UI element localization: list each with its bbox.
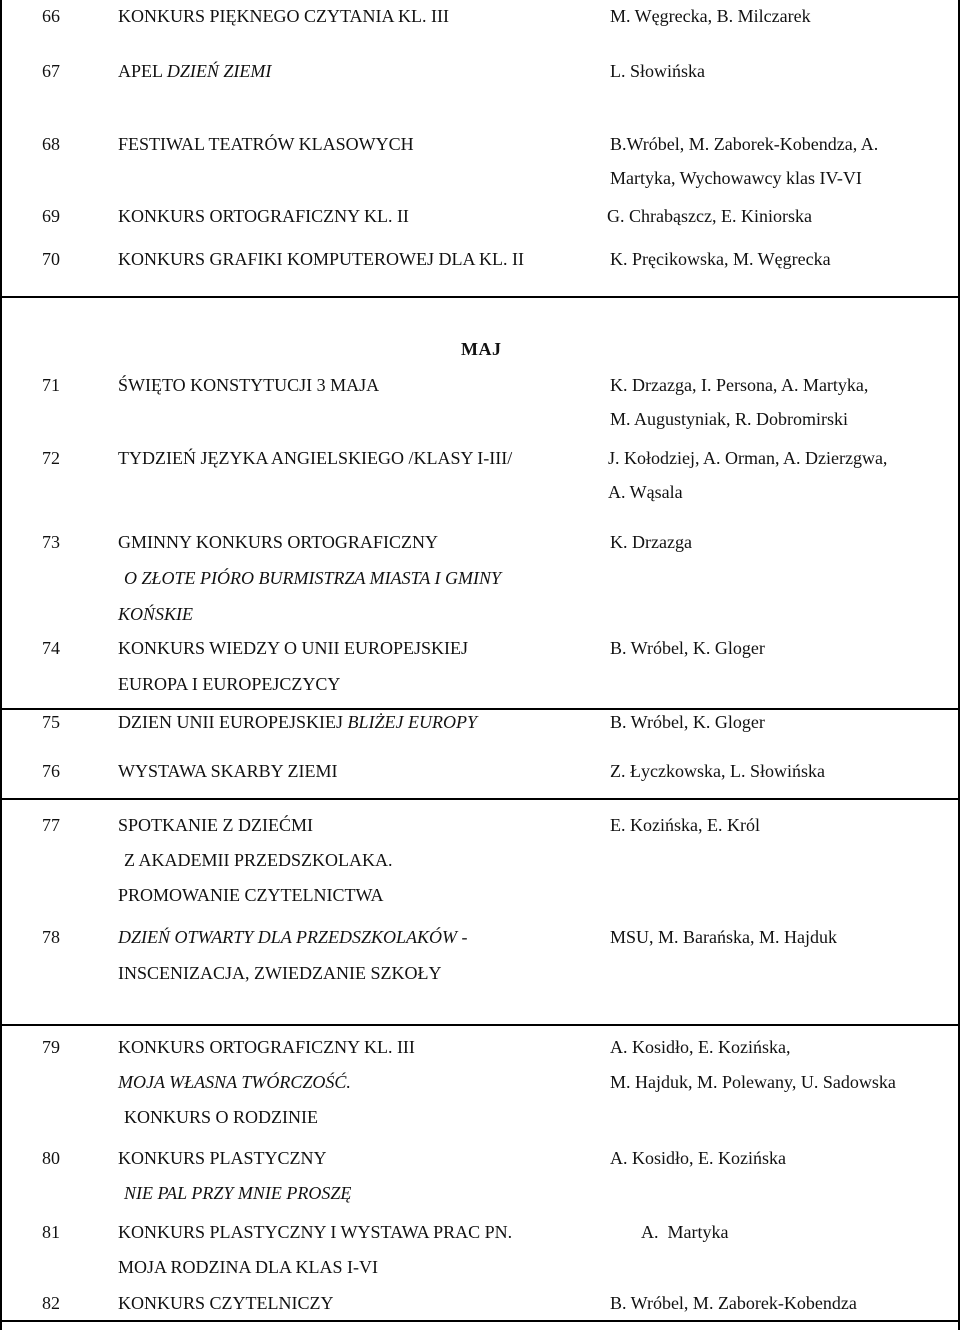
activity-cell <box>118 447 598 469</box>
activity-cell <box>118 60 598 82</box>
activity-cell <box>118 1292 598 1314</box>
responsible-line: MSU, M. Barańska, M. Hajduk <box>610 927 837 947</box>
responsible-line: B. Wróbel, K. Gloger <box>610 712 765 732</box>
responsible-line: G. Chrabąszcz, E. Kiniorska <box>607 206 812 226</box>
table-rule <box>0 708 960 710</box>
responsible-cell <box>610 814 955 836</box>
activity-line: MOJA WŁASNA TWÓRCZOŚĆ. <box>118 1072 351 1092</box>
activity-line: KONKURS PLASTYCZNY I WYSTAWA PRAC PN. <box>118 1222 513 1242</box>
responsible-cell <box>610 711 955 733</box>
responsible-line: L. Słowińska <box>610 61 706 81</box>
activity-line: O ZŁOTE PIÓRO BURMISTRZA MIASTA I GMINY <box>124 568 501 588</box>
responsible-line: B. Wróbel, M. Zaborek-Kobendza <box>610 1293 857 1313</box>
responsible-cell <box>610 248 955 270</box>
row-number: 75 <box>42 712 60 732</box>
responsible-cell <box>610 1147 955 1169</box>
row-number: 67 <box>42 61 60 81</box>
activity-line: WYSTAWA SKARBY ZIEMI <box>118 761 338 781</box>
responsible-line: J. Kołodziej, A. Orman, A. Dzierzgwa, <box>608 448 888 468</box>
responsible-cell <box>610 926 955 948</box>
activity-cell <box>118 248 598 270</box>
row-number: 82 <box>42 1293 60 1313</box>
responsible-line: K. Drzazga <box>610 532 692 552</box>
activity-cell <box>118 814 598 906</box>
activity-line: INSCENIZACJA, ZWIEDZANIE SZKOŁY <box>118 963 442 983</box>
activity-line: GMINNY KONKURS ORTOGRAFICZNY <box>118 532 438 552</box>
responsible-line: B.Wróbel, M. Zaborek-Kobendza, A. <box>610 134 879 154</box>
row-number: 66 <box>42 6 60 26</box>
activity-cell <box>118 205 598 227</box>
activity-line: TYDZIEŃ JĘZYKA ANGIELSKIEGO /KLASY I-III/ <box>118 448 513 468</box>
activity-line: ŚWIĘTO KONSTYTUCJI 3 MAJA <box>118 375 380 395</box>
activity-cell <box>118 1147 598 1204</box>
month-header: MAJ <box>461 339 502 359</box>
activity-cell <box>118 1036 598 1128</box>
responsible-line: A. Wąsala <box>608 481 683 502</box>
activity-cell <box>118 374 598 396</box>
responsible-line: M. Węgrecka, B. Milczarek <box>610 6 811 26</box>
row-number: 78 <box>42 927 60 947</box>
activity-line: SPOTKANIE Z DZIEĆMI <box>118 815 313 835</box>
responsible-line: B. Wróbel, K. Gloger <box>610 638 765 658</box>
activity-cell <box>118 926 598 984</box>
activity-line <box>118 711 598 733</box>
responsible-line: A. Martyka <box>641 1222 729 1242</box>
activity-line: KOŃSKIE <box>118 604 194 624</box>
activity-line: KONKURS ORTOGRAFICZNY KL. III <box>118 1037 415 1057</box>
row-number: 73 <box>42 532 60 552</box>
responsible-cell <box>610 5 955 27</box>
activity-line: FESTIWAL TEATRÓW KLASOWYCH <box>118 134 414 154</box>
row-number: 81 <box>42 1222 60 1242</box>
responsible-cell <box>641 1221 960 1243</box>
activity-cell <box>118 531 598 625</box>
responsible-cell <box>610 1036 955 1093</box>
activity-line: APEL DZIEŃ ZIEMI <box>118 61 272 81</box>
activity-cell <box>118 5 598 27</box>
activity-line: MOJA RODZINA DLA KLAS I-VI <box>118 1257 378 1277</box>
responsible-cell <box>608 447 953 503</box>
table-rule <box>0 296 960 298</box>
activity-line: NIE PAL PRZY MNIE PROSZĘ <box>124 1183 352 1203</box>
responsible-line: M. Hajduk, M. Polewany, U. Sadowska <box>610 1072 896 1092</box>
activity-title: BLIŻEJ EUROPY <box>347 712 477 732</box>
activity-line: KONKURS PIĘKNEGO CZYTANIA KL. III <box>118 6 450 26</box>
responsible-line: A. Kosidło, E. Kozińska <box>610 1148 786 1168</box>
row-number: 71 <box>42 375 60 395</box>
activity-line: Z AKADEMII PRZEDSZKOLAKA. <box>124 850 393 870</box>
row-number: 80 <box>42 1148 60 1168</box>
row-number: 72 <box>42 448 60 468</box>
row-number: 76 <box>42 761 60 781</box>
responsible-line: K. Drzazga, I. Persona, A. Martyka, <box>610 375 869 395</box>
responsible-cell <box>610 1292 955 1314</box>
activity-line: KONKURS GRAFIKI KOMPUTEROWEJ DLA KL. II <box>118 249 524 269</box>
row-number: 70 <box>42 249 60 269</box>
table-border-left <box>0 0 2 1330</box>
activity-line: PROMOWANIE CZYTELNICTWA <box>118 885 384 905</box>
activity-cell <box>118 1221 598 1278</box>
activity-cell <box>118 760 598 782</box>
activity-line: KONKURS ORTOGRAFICZNY KL. II <box>118 206 409 226</box>
activity-line: KONKURS WIEDZY O UNII EUROPEJSKIEJ <box>118 638 468 658</box>
activity-cell <box>118 711 598 733</box>
row-number: 68 <box>42 134 60 154</box>
row-number: 69 <box>42 206 60 226</box>
responsible-cell <box>610 133 955 189</box>
responsible-cell <box>610 531 955 553</box>
activity-line: EUROPA I EUROPEJCZYCY <box>118 674 341 694</box>
activity-line: KONKURS CZYTELNICZY <box>118 1293 334 1313</box>
table-rule <box>0 1024 960 1026</box>
responsible-cell <box>607 205 952 227</box>
responsible-line: K. Pręcikowska, M. Węgrecka <box>610 249 831 269</box>
row-number: 74 <box>42 638 60 658</box>
activity-cell <box>118 133 598 155</box>
responsible-line: M. Augustyniak, R. Dobromirski <box>610 408 849 429</box>
responsible-cell <box>610 60 955 82</box>
row-number: 79 <box>42 1037 60 1057</box>
responsible-line: Martyka, Wychowawcy klas IV-VI <box>610 167 862 188</box>
responsible-cell <box>610 760 955 782</box>
activity-line: KONKURS O RODZINIE <box>124 1107 318 1127</box>
activity-line: DZIEŃ OTWARTY DLA PRZEDSZKOLAKÓW - <box>118 927 468 947</box>
activity-text: DZIEN UNII EUROPEJSKIEJ <box>118 712 343 732</box>
activity-line: KONKURS PLASTYCZNY <box>118 1148 327 1168</box>
table-rule <box>0 798 960 800</box>
responsible-line: Z. Łyczkowska, L. Słowińska <box>610 761 825 781</box>
responsible-cell <box>610 637 955 659</box>
responsible-cell <box>610 374 955 430</box>
row-number: 77 <box>42 815 60 835</box>
responsible-line: E. Kozińska, E. Król <box>610 815 760 835</box>
activity-cell <box>118 637 598 695</box>
table-border-bottom <box>0 1320 960 1322</box>
responsible-line: A. Kosidło, E. Kozińska, <box>610 1037 791 1057</box>
